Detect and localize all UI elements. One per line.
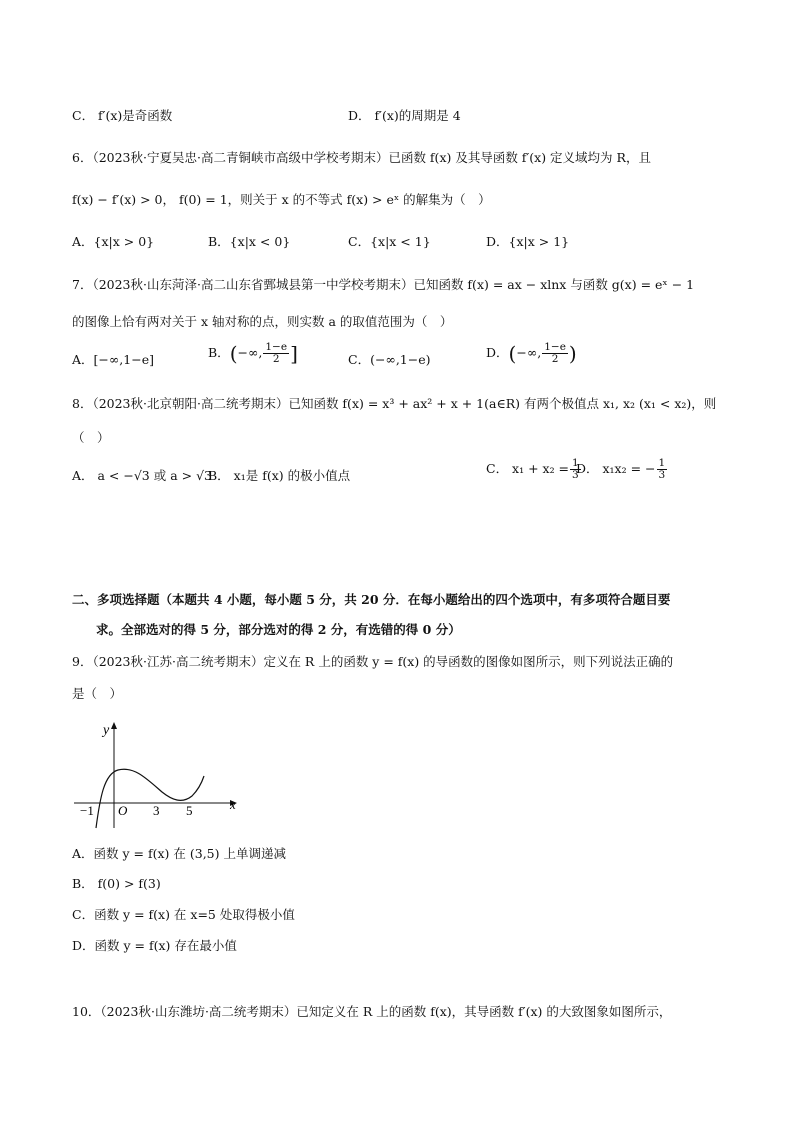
q7-option-a: A．[−∞,1−e] <box>72 352 154 367</box>
q7-option-b <box>208 342 298 365</box>
tick-label-3: 3 <box>153 803 160 818</box>
y-axis-label: y <box>103 723 110 738</box>
q9-stem-line1: 9．（2023秋·江苏·高二统考期末）定义在 R 上的函数 y = f(x) 的导函数的图像如图所示，则下列说法正确的 <box>72 654 674 669</box>
origin-label: O <box>118 803 128 818</box>
q9-option-d: D．函数 y = f(x) 存在最小值 <box>72 938 237 953</box>
q9-derivative-graph <box>72 718 252 830</box>
fraction-numerator: 1 <box>658 457 666 469</box>
q9-option-a: A．函数 y = f(x) 在 (3,5) 上单调递减 <box>72 846 286 861</box>
left-paren: ( <box>508 341 517 366</box>
q8-option-d-fraction <box>657 458 668 481</box>
q7-option-d <box>486 342 577 365</box>
q5-option-c: C． f′(x)是奇函数 <box>72 108 173 123</box>
q7-option-b-interval: −∞, <box>237 345 263 360</box>
fraction-denominator: 2 <box>272 353 280 365</box>
q9-option-b: B． f(0) > f(3) <box>72 876 161 891</box>
q7-stem-line2: 的图像上恰有两对关于 x 轴对称的点，则实数 a 的取值范围为（ ） <box>72 314 453 329</box>
q7-option-d-letter: D． <box>486 345 509 360</box>
fraction-denominator: 2 <box>551 353 559 365</box>
q6-stem-line1: 6．（2023秋·宁夏吴忠·高二青铜峡市高级中学校考期末）已函数 f(x) 及其导函数 f′(x) 定义域均为 R，且 <box>72 150 651 165</box>
q6-option-d: D．{x|x > 1} <box>486 234 570 249</box>
q6-stem-line2: f(x) − f′(x) > 0， f(0) = 1，则关于 x 的不等式 f(x) > eˣ 的解集为（ ） <box>72 192 491 207</box>
q8-option-d <box>576 458 668 481</box>
q6-option-b: B．{x|x < 0} <box>208 234 291 249</box>
y-axis-arrow-icon <box>111 722 117 729</box>
q6-option-c: C．{x|x < 1} <box>348 234 431 249</box>
q7-option-b-fraction <box>263 342 289 365</box>
tick-label-minus1: −1 <box>80 803 94 818</box>
q9-stem-line2: 是（ ） <box>72 686 123 701</box>
tick-label-5: 5 <box>186 803 193 818</box>
q8-stem-line1: 8．（2023秋·北京朝阳·高二统考期末）已知函数 f(x) = x³ + ax² + x + 1(a∈R) 有两个极值点 x₁, x₂ (x₁ < x₂)，则 <box>72 396 717 411</box>
q8-option-c <box>486 458 582 481</box>
q7-option-d-fraction <box>542 342 568 365</box>
right-bracket: ] <box>290 341 298 366</box>
left-bracket: ( <box>229 341 238 366</box>
q6-option-a: A．{x|x > 0} <box>72 234 155 249</box>
fraction-denominator: 3 <box>572 469 579 481</box>
q8-option-b: B． x₁是 f(x) 的极小值点 <box>208 468 351 483</box>
q7-option-d-interval: −∞, <box>516 345 542 360</box>
section-heading-line1: 二、多项选择题（本题共 4 小题，每小题 5 分，共 20 分．在每小题给出的四个选项中，有多项符合题目要 <box>72 592 671 607</box>
q8-stem-line2: （ ） <box>72 430 110 445</box>
q10-stem-line1: 10．（2023秋·山东潍坊·高二统考期末）已知定义在 R 上的函数 f(x)，其导函数 f′(x) 的大致图象如图所示， <box>72 1004 672 1019</box>
q7-stem-line1: 7．（2023秋·山东菏泽·高二山东省鄄城县第一中学校考期末）已知函数 f(x) = ax − xlnx 与函数 g(x) = eˣ − 1 <box>72 277 695 292</box>
q9-option-c: C．函数 y = f(x) 在 x=5 处取得极小值 <box>72 907 295 922</box>
fraction-numerator: 1−e <box>265 341 288 353</box>
fraction-denominator: 3 <box>658 469 666 481</box>
q8-option-a: A． a < −√3 或 a > √3 <box>72 468 213 483</box>
q7-option-c: C．(−∞,1−e) <box>348 352 431 367</box>
q8-option-d-text: D． x₁x₂ = − <box>576 461 656 476</box>
x-axis-label: x <box>230 797 236 812</box>
right-paren: ) <box>568 341 577 366</box>
section-heading-line2: 求。全部选对的得 5 分，部分选对的得 2 分，有选错的得 0 分） <box>96 622 461 637</box>
fraction-numerator: 1−e <box>544 341 566 353</box>
q8-option-c-text: C． x₁ + x₂ = <box>486 461 570 476</box>
q7-option-b-letter: B． <box>208 345 230 360</box>
q5-option-d: D． f′(x)的周期是 4 <box>348 108 461 123</box>
derivative-curve <box>96 769 204 828</box>
fraction-numerator: 1 <box>572 457 579 469</box>
